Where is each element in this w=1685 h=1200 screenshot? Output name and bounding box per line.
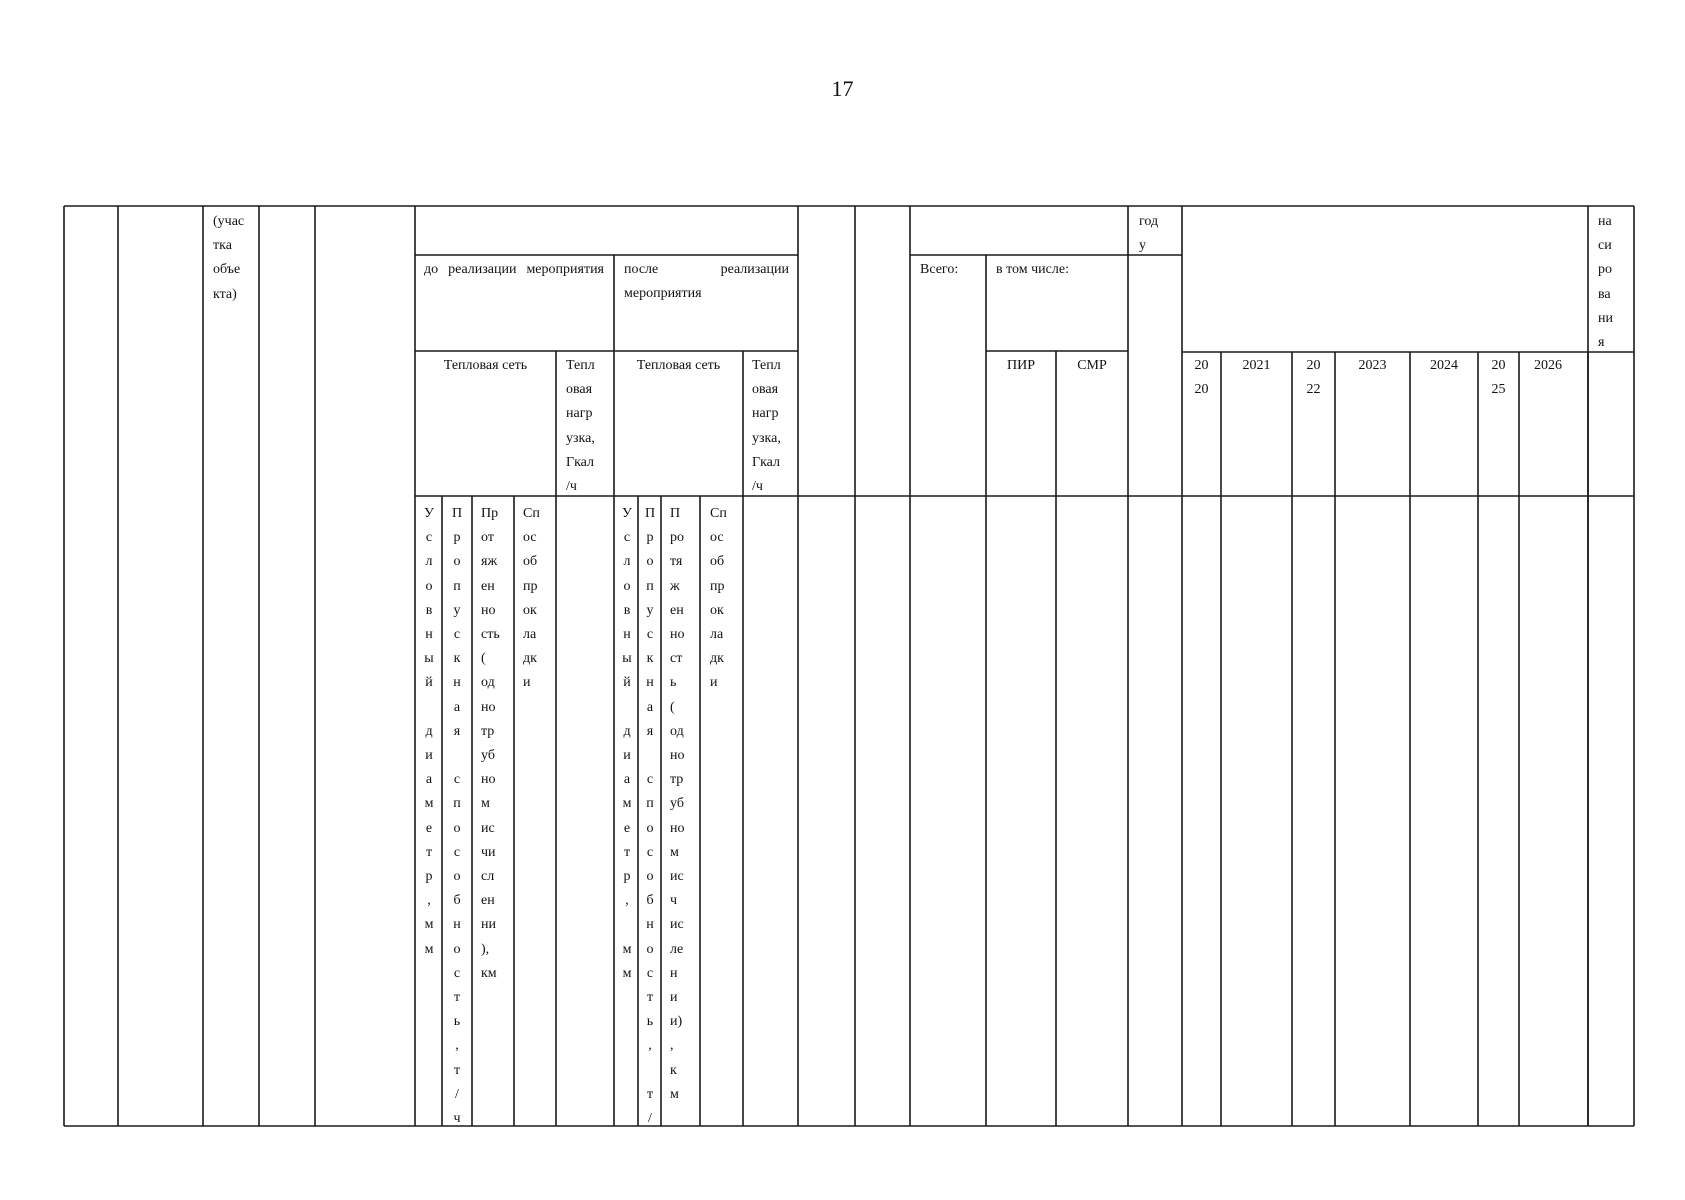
posle-sposob-prokladki: Сп ос об пр ок ла дк и	[710, 506, 727, 691]
year-2025: 20 25	[1491, 358, 1506, 398]
year-2021: 2021	[1242, 358, 1271, 373]
year-2023: 2023	[1358, 358, 1387, 373]
posle-propusknaya-sposobnost: П р о п у с к н а я с п о с о б н о с т ь , т /	[644, 506, 656, 1127]
object-section-label: (учас тка объе кта)	[213, 214, 245, 302]
year-2020: 20 20	[1194, 358, 1209, 398]
posle-protyazhennost: П ро тя ж ен но ст ь ( од но тр уб но м ис ч ис ле н и и) , к м	[670, 506, 685, 1102]
vsego-label: Всего:	[920, 262, 959, 277]
teplovaya-nagruzka-posle: Тепл овая нагр узка, Гкал /ч	[752, 358, 781, 495]
pir-label: ПИР	[1006, 358, 1035, 373]
year-2022: 20 22	[1306, 358, 1321, 398]
year-2026: 2026	[1534, 358, 1562, 373]
v-tom-chisle-label: в том числе:	[996, 262, 1069, 277]
do-propusknaya-sposobnost: П р о п у с к н а я с п о с о б н о с т ь , т / ч	[451, 506, 463, 1127]
teplovaya-nagruzka-do: Тепл овая нагр узка, Гкал /ч	[566, 358, 595, 495]
teplovaya-set-do: Тепловая сеть	[443, 358, 528, 373]
posle-uslovny-diametr: У с л о в н ы й д и а м е т р , м м	[622, 506, 632, 981]
godu-label: год у	[1139, 214, 1159, 254]
do-realizatsii-label: до реализации мероприятия	[424, 262, 604, 277]
teplovaya-set-posle: Тепловая сеть	[636, 358, 721, 373]
page-number: 17	[831, 76, 854, 101]
year-2024: 2024	[1430, 358, 1458, 373]
nasirovaniya-label: на си ро ва ни я	[1598, 214, 1613, 351]
do-protyazhennost: Пр от яж ен но сть ( од но тр уб но м ис чи сл ен ни ), км	[481, 506, 500, 981]
do-sposob-prokladki: Сп ос об пр ок ла дк и	[523, 506, 540, 691]
posle-realizatsii-label: после реализации мероприятия	[624, 262, 789, 302]
do-uslovny-diametr: У с л о в н ы й д и а м е т р , м м	[424, 506, 434, 957]
smr-label: СМР	[1077, 358, 1107, 373]
